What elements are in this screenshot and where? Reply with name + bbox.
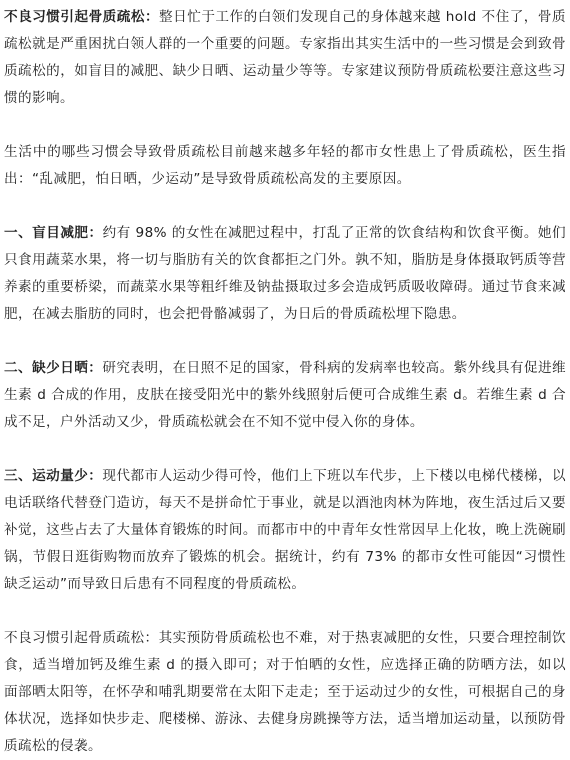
causes-text: 生活中的哪些习惯会导致骨质疏松目前越来越多年轻的都市女性患上了骨质疏松，医生指出：“乱减肥，怕日晒，少运动”是导致骨质疏松高发的主要原因。 [4, 144, 566, 187]
prevention-text: 不良习惯引起骨质疏松：其实预防骨质疏松也不难，对于热衷减肥的女性，只要合理控制饮食，适当增加钙及维生素 d 的摄入即可；对于怕晒的女性，应选择正确的防晒方法，如以面部晒太阳等，在怀孕和哺乳期要常在太阳下走走；至于运动过少的女性，可根据自己的身体状况，选择如快步走、爬楼梯、游泳、去健身房跳操等方法，适当增加运动量，以预防骨质疏松的侵袭。 [4, 630, 566, 754]
sunlight-text: 研究表明，在日照不足的国家，骨科病的发病率也较高。紫外线具有促进维生素 d 合成的作用，皮肤在接受阳光中的紫外线照射后便可合成维生素 d。若维生素 d 合成不足，户外活动又少，骨质疏松就会在不知不觉中侵入你的身体。 [4, 360, 566, 430]
sunlight-paragraph [4, 355, 566, 436]
exercise-paragraph [4, 463, 566, 598]
exercise-text: 现代都市人运动少得可怜，他们上下班以车代步，上下楼以电梯代楼梯，以电话联络代替登门造访，每天不是拼命忙于事业，就是以酒池肉林为阵地，夜生活过后又要补觉，这些占去了大量体育锻炼的时间。而都市中的中青年女性常因早上化妆，晚上洗碗刷锅，节假日逛街购物而放弃了锻炼的机会。据统计，约有 73% 的都市女性可能因“习惯性缺乏运动”而导致日后患有不同程度的骨质疏松。 [4, 468, 566, 592]
dieting-text: 约有 98% 的女性在减肥过程中，打乱了正常的饮食结构和饮食平衡。她们只食用蔬菜水果，将一切与脂肪有关的饮食都拒之门外。孰不知，脂肪是身体摄取钙质等营养素的重要桥梁，而蔬菜水果等粗纤维及钠盐摄取过多会造成钙质吸收障碍。通过节食来减肥，在减去脂肪的同时，也会把骨骼减弱了，为日后的骨质疏松埋下隐患。 [4, 225, 566, 322]
dieting-paragraph [4, 220, 566, 328]
intro-text: 整日忙于工作的白领们发现自己的身体越来越 hold 不住了，骨质疏松就是严重困扰白领人群的一个重要的问题。专家指出其实生活中的一些习惯是会到致骨质疏松的，如盲目的减肥、缺少日晒、运动量少等等。专家建议预防骨质疏松要注意这些习惯的影响。 [4, 9, 566, 106]
intro-heading: 不良习惯引起骨质疏松： [4, 9, 160, 25]
causes-paragraph [4, 139, 566, 193]
dieting-heading: 一、盲目减肥： [4, 225, 103, 241]
article-body [4, 4, 566, 760]
prevention-paragraph [4, 625, 566, 760]
sunlight-heading: 二、缺少日晒： [4, 360, 103, 376]
exercise-heading: 三、运动量少： [4, 468, 103, 484]
intro-paragraph [4, 4, 566, 112]
